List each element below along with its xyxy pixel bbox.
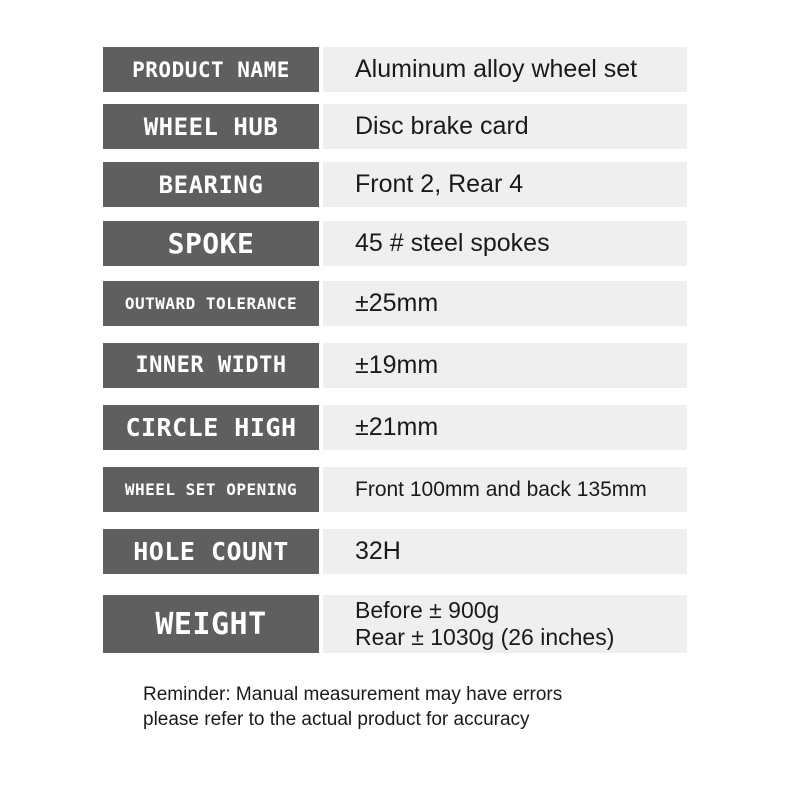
spec-row-wheel-hub xyxy=(103,104,687,149)
spec-row-product-name xyxy=(103,47,687,92)
spec-row-inner-width xyxy=(103,343,687,388)
spec-row-bearing xyxy=(103,162,687,207)
spec-row-weight xyxy=(103,595,687,653)
spec-value-text: 32H xyxy=(355,537,401,565)
spec-value-text: ±21mm xyxy=(355,413,439,441)
spec-value-text: Disc brake card xyxy=(355,112,529,140)
spec-value xyxy=(323,47,687,92)
reminder-note xyxy=(143,682,562,732)
spec-value xyxy=(323,405,687,450)
spec-value-text-secondary: Rear ± 1030g (26 inches) xyxy=(355,624,615,650)
spec-row-hole-count xyxy=(103,529,687,574)
spec-value-text: 45 # steel spokes xyxy=(355,229,550,257)
spec-value xyxy=(323,529,687,574)
spec-value xyxy=(323,595,687,653)
spec-label: HOLE COUNT xyxy=(103,529,319,574)
spec-value xyxy=(323,221,687,266)
spec-value xyxy=(323,281,687,326)
spec-row-spoke xyxy=(103,221,687,266)
spec-value xyxy=(323,343,687,388)
spec-value-text: Before ± 900g xyxy=(355,597,500,623)
spec-label: OUTWARD TOLERANCE xyxy=(103,281,319,326)
spec-row-wheel-set-opening xyxy=(103,467,687,512)
spec-value-text: Aluminum alloy wheel set xyxy=(355,55,638,83)
spec-label: INNER WIDTH xyxy=(103,343,319,388)
spec-value-text: Front 100mm and back 135mm xyxy=(355,477,647,501)
spec-value xyxy=(323,467,687,512)
spec-row-outward-tolerance xyxy=(103,281,687,326)
spec-value-text: ±19mm xyxy=(355,351,439,379)
spec-row-circle-high xyxy=(103,405,687,450)
spec-label: WHEEL HUB xyxy=(103,104,319,149)
spec-label: SPOKE xyxy=(103,221,319,266)
spec-label: WEIGHT xyxy=(103,595,319,653)
spec-label: BEARING xyxy=(103,162,319,207)
reminder-line: please refer to the actual product for accuracy xyxy=(143,709,530,730)
spec-value xyxy=(323,162,687,207)
spec-value-text: ±25mm xyxy=(355,289,439,317)
spec-label: CIRCLE HIGH xyxy=(103,405,319,450)
spec-value-text: Front 2, Rear 4 xyxy=(355,170,524,198)
spec-label: WHEEL SET OPENING xyxy=(103,467,319,512)
spec-value xyxy=(323,104,687,149)
spec-label: PRODUCT NAME xyxy=(103,47,319,92)
reminder-line: Reminder: Manual measurement may have errors xyxy=(143,684,563,705)
